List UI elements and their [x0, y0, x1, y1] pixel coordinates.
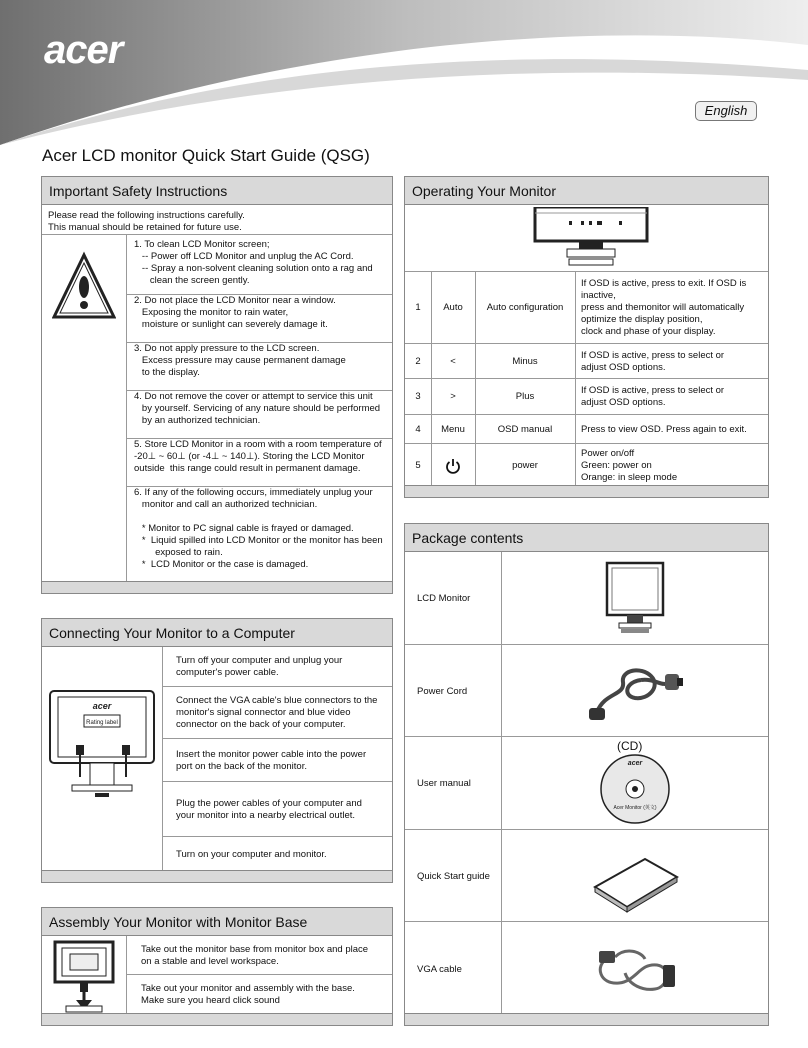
connecting-step-line: Turn on your computer and monitor. — [176, 848, 327, 860]
connecting-section — [41, 618, 393, 883]
operating-key: > — [450, 391, 456, 402]
operating-desc-line: If OSD is active, press to exit. If OSD is — [581, 277, 747, 289]
operating-title: Operating Your Monitor — [405, 177, 768, 205]
operating-func: Auto configuration — [486, 301, 564, 313]
safety-item-line: to the display. — [134, 367, 200, 378]
operating-num: 2 — [415, 355, 421, 367]
safety-item — [127, 343, 392, 391]
safety-item-line: * Liquid spilled into LCD Monitor or the monitor has been — [134, 535, 383, 546]
operating-desc-line: Green: power on — [581, 459, 652, 471]
operating-num: 3 — [415, 391, 421, 402]
safety-item-line: Exposing the monitor to rain water, — [134, 307, 289, 318]
connecting-step-line: connector on the back of your computer. — [176, 719, 346, 730]
safety-intro — [48, 210, 245, 234]
vga-cable-icon — [585, 929, 685, 1009]
operating-num: 1 — [415, 301, 421, 313]
package-item-label: Power Cord — [417, 685, 468, 697]
safety-item — [127, 295, 392, 343]
operating-desc-line: press and themonitor will automatically — [581, 301, 745, 313]
operating-desc-line: If OSD is active, press to select or — [581, 349, 725, 361]
operating-section — [404, 176, 769, 498]
svg-text:acer: acer — [627, 760, 643, 768]
operating-num: 5 — [415, 459, 421, 471]
safety-item-line: moisture or sunlight can severely damage it. — [134, 319, 328, 330]
assembly-step-line: on a stable and level workspace. — [141, 955, 279, 967]
safety-item — [127, 439, 392, 487]
operating-func: Plus — [515, 391, 535, 402]
safety-item-line: by yourself. Servicing of any nature should be performed — [134, 403, 381, 414]
package-row — [405, 645, 768, 738]
rating-label-text: Rating label — [86, 720, 118, 726]
cd-icon — [585, 751, 685, 831]
package-item-label: LCD Monitor — [417, 593, 471, 605]
safety-item-line: Excess pressure may cause permanent damage — [134, 355, 346, 366]
operating-row — [405, 415, 768, 444]
operating-desc-line: clock and phase of your display. — [581, 325, 716, 337]
power-icon — [445, 458, 461, 474]
header-banner — [0, 0, 808, 145]
safety-section — [41, 176, 393, 594]
connecting-step — [163, 837, 392, 872]
safety-item — [127, 487, 392, 582]
connecting-step-line: computer's power cable. — [176, 667, 279, 678]
safety-item-line: exposed to rain. — [134, 547, 223, 558]
package-item-note: (CD) — [617, 739, 643, 754]
operating-key: < — [450, 355, 456, 367]
booklet-icon — [585, 837, 685, 917]
monitor-base-icon — [52, 940, 118, 1014]
operating-row — [405, 344, 768, 379]
monitor-icon — [585, 559, 685, 639]
safety-item-line: -- Spray a non-solvent cleaning solution onto a rag and — [134, 263, 373, 274]
cd-label-text: Acer Monitor (英文) — [613, 805, 657, 812]
connecting-step-line: monitor's signal connector and blue video — [176, 707, 351, 718]
acer-logo: acer — [44, 28, 123, 72]
safety-item-line: * LCD Monitor or the case is damaged. — [134, 559, 309, 570]
assembly-step-line: Take out the monitor base from monitor box and place — [141, 943, 369, 955]
connecting-step-line: Insert the monitor power cable into the power — [176, 748, 367, 760]
connecting-step-line: Connect the VGA cable's blue connectors to the — [176, 695, 378, 706]
safety-title: Important Safety Instructions — [42, 177, 392, 205]
package-item-label: VGA cable — [417, 963, 462, 975]
safety-item-line: 4. Do not remove the cover or attempt to service this unit — [134, 391, 373, 402]
operating-desc-line: optimize the display position, — [581, 313, 703, 325]
monitor-front-buttons-icon — [533, 207, 649, 267]
language-badge: English — [695, 101, 757, 121]
assembly-step-line: Make sure you heard click sound — [141, 995, 280, 1006]
power-cord-icon — [585, 652, 685, 732]
package-row — [405, 922, 768, 1015]
assembly-title: Assembly Your Monitor with Monitor Base — [42, 908, 392, 936]
safety-item — [127, 391, 392, 439]
operating-func: OSD manual — [497, 423, 553, 435]
warning-icon — [52, 251, 116, 321]
operating-desc-line: adjust OSD options. — [581, 361, 666, 373]
operating-key: Auto — [443, 301, 463, 313]
svg-text:acer: acer — [92, 701, 112, 711]
operating-desc-line: Orange: in sleep mode — [581, 471, 678, 483]
operating-desc-line: Press to view OSD. Press again to exit. — [581, 423, 747, 435]
package-item-label: Quick Start guide — [417, 871, 490, 883]
connecting-step — [163, 647, 392, 687]
safety-item-line: 2. Do not place the LCD Monitor near a window. — [134, 295, 336, 306]
operating-func: power — [512, 459, 538, 471]
operating-func: Minus — [512, 355, 538, 367]
operating-row — [405, 444, 768, 487]
safety-item-line: monitor and call an authorized technician. — [134, 499, 318, 510]
connecting-step-line: your monitor into a nearby electrical outlet. — [176, 809, 356, 821]
safety-item-line: 6. If any of the following occurs, immediately unplug your — [134, 487, 373, 498]
operating-desc-line: If OSD is active, press to select or — [581, 385, 725, 396]
operating-row — [405, 379, 768, 415]
connecting-step — [163, 687, 392, 739]
connecting-step — [163, 739, 392, 782]
operating-desc-line: Power on/off — [581, 447, 635, 459]
safety-item-line: 1. To clean LCD Monitor screen; — [134, 239, 270, 250]
assembly-step — [127, 936, 392, 975]
package-row — [405, 552, 768, 645]
safety-item-line: outside this range could result in permanent damage. — [134, 463, 361, 474]
connecting-step — [163, 782, 392, 837]
operating-desc-line: inactive, — [581, 289, 616, 301]
safety-item-line: -20⊥ ~ 60⊥ (or -4⊥ ~ 140⊥). Storing the LCD Monitor — [134, 451, 365, 462]
connecting-title: Connecting Your Monitor to a Computer — [42, 619, 392, 647]
safety-item-line: clean the screen gently. — [134, 275, 250, 286]
safety-item — [127, 239, 392, 295]
package-row — [405, 737, 768, 830]
connecting-step-line: port on the back of the monitor. — [176, 760, 307, 772]
assembly-step — [127, 975, 392, 1015]
safety-item-line: * Monitor to PC signal cable is frayed or damaged. — [134, 523, 354, 534]
package-title: Package contents — [405, 524, 768, 552]
operating-num: 4 — [415, 423, 421, 435]
assembly-section — [41, 907, 393, 1026]
safety-item-line: by an authorized technician. — [134, 415, 261, 426]
operating-key: Menu — [441, 423, 465, 435]
connecting-step-line: Turn off your computer and unplug your — [176, 655, 343, 666]
safety-intro-line: This manual should be retained for future use. — [48, 222, 242, 233]
assembly-step-line: Take out your monitor and assembly with the base. — [141, 983, 355, 994]
safety-item-line: 5. Store LCD Monitor in a room with a room temperature of — [134, 439, 382, 450]
operating-desc-line: adjust OSD options. — [581, 397, 666, 408]
operating-row — [405, 271, 768, 344]
connecting-step-line: Plug the power cables of your computer and — [176, 797, 362, 809]
package-item-label: User manual — [417, 778, 471, 790]
package-row — [405, 830, 768, 923]
safety-item-line: 3. Do not apply pressure to the LCD screen. — [134, 343, 320, 354]
page-title: Acer LCD monitor Quick Start Guide (QSG) — [42, 146, 370, 165]
package-section — [404, 523, 769, 1026]
safety-intro-line: Please read the following instructions carefully. — [48, 210, 245, 221]
safety-item-line: -- Power off LCD Monitor and unplug the AC Cord. — [134, 251, 354, 262]
monitor-back-icon — [48, 689, 156, 804]
